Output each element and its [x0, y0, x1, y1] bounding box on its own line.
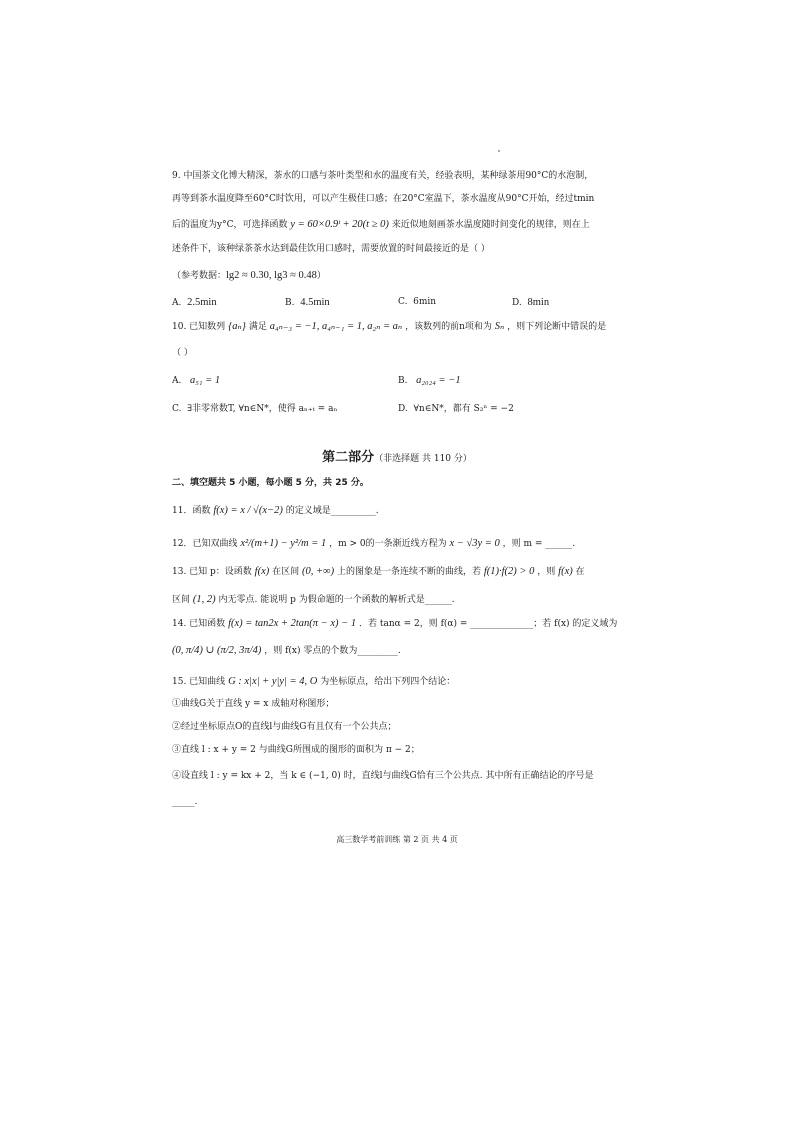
- q9-option-b: B. 4.5min: [285, 297, 330, 308]
- q14-line-2: (0, π/4) ∪ (π/2, 3π/4) ，则 f(x) 零点的个数为_________.: [172, 645, 401, 656]
- q10-option-c: C. ∃非零常数T, ∀n∈N*，使得 aₙ₊ₜ = aₙ: [172, 404, 338, 414]
- page-footer: 高三数学考前训练 第 2 页 共 4 页: [336, 835, 458, 844]
- q9-option-d: D. 8min: [512, 297, 550, 308]
- q9-reference-data: （参考数据：lg2 ≈ 0.30, lg3 ≈ 0.48）: [172, 270, 326, 281]
- q13-line-2: 区间 (1, 2) 内无零点. 能说明 p 为假命题的一个函数的解析式是______.: [172, 594, 455, 605]
- q9-line-2: 再等到茶水温度降至60°C时饮用，可以产生极佳口感；在20°C室温下，茶水温度从90°C开始，经过tmin: [172, 194, 595, 204]
- q12-hyperbola: x²/(m+1) − y²/m = 1: [240, 538, 327, 549]
- q15-conclusion-4: ④设直线 l : y = kx + 2，当 k ∈ (−1, 0) 时，直线l与曲线G恰有三个公共点. 其中所有正确结论的序号是: [172, 771, 594, 781]
- q9-line-3: 后的温度为y°C，可选择函数 y = 60×0.9ᵗ + 20(t ≥ 0) 来近似地刻画茶水温度随时间变化的规律，则在上: [172, 219, 590, 230]
- q11-function: f(x) = x / √(x−2): [213, 505, 283, 516]
- fill-in-section-heading: 二、填空题共 5 小题，每小题 5 分，共 25 分。: [172, 478, 369, 488]
- scan-speck: [498, 150, 500, 152]
- q9-option-a: A. 2.5min: [172, 297, 217, 308]
- q11: 11．函数 f(x) = x / √(x−2) 的定义域是__________.: [172, 505, 379, 516]
- q12: 12．已知双曲线 x²/(m+1) − y²/m = 1 ，m > 0的一条渐近线方程为 x − √3y = 0 ，则 m = ______.: [172, 538, 576, 549]
- q13-condition: f(1)·f(2) > 0: [483, 566, 535, 577]
- q10-option-d: D. ∀n∈N*，都有 S₂ⁿ = −2: [398, 404, 514, 414]
- q10-conditions: a₄ₙ₋₃ = −1, a₄ₙ₋₁ = 1, a₂ₙ = aₙ: [269, 321, 403, 332]
- q15-stem: 15. 已知曲线 G : x|x| + y|y| = 4, O 为坐标原点，给出下列四个结论：: [172, 676, 456, 687]
- part-two-heading: 第二部分（非选择题 共 110 分）: [322, 450, 472, 465]
- q10-stem: 10. 已知数列 {aₙ} 满足 a₄ₙ₋₃ = −1, a₄ₙ₋₁ = 1, a₂ₙ = aₙ ，该数列的前n项和为 Sₙ ，则下列论断中错误的是: [172, 321, 607, 332]
- q12-asymptote: x − √3y = 0: [449, 538, 500, 549]
- q15-answer-blank: _____.: [172, 797, 198, 807]
- q9-temperature-function: y = 60×0.9ᵗ + 20(t ≥ 0): [290, 219, 389, 230]
- q9-option-c: C. 6min: [398, 297, 437, 307]
- q15-curve: G : x|x| + y|y| = 4, O: [228, 676, 318, 687]
- q10-option-a: A. a₅₁ = 1: [172, 375, 221, 386]
- q13-line-1: 13. 已知 p：设函数 f(x) 在区间 (0, +∞) 上的图象是一条连续不断的曲线，若 f(1)·f(2) > 0 ，则 f(x) 在: [172, 566, 585, 577]
- q10-answer-paren: （ ）: [172, 348, 193, 358]
- q15-conclusion-1: ①曲线G关于直线 y = x 成轴对称图形；: [172, 699, 335, 709]
- q14-domain: (0, π/4) ∪ (π/2, 3π/4): [172, 645, 262, 656]
- q14-function: f(x) = tan2x + 2tan(π − x) − 1: [228, 618, 357, 629]
- q15-conclusion-3: ③直线 l : x + y = 2 与曲线G所围成的图形的面积为 π − 2；: [172, 745, 420, 755]
- q10-option-b: B. a₂₀₂₄ = −1: [398, 375, 461, 386]
- q15-conclusion-2: ②经过坐标原点O的直线l与曲线G有且仅有一个公共点；: [172, 722, 397, 732]
- q9-line-4: 述条件下，该种绿茶茶水达到最佳饮用口感时，需要放置的时间最接近的是（ ）: [172, 244, 490, 254]
- q9-line-1: 9. 中国茶文化博大精深，茶水的口感与茶叶类型和水的温度有关，经验表明，某种绿茶用90°C的水泡制，: [172, 171, 594, 181]
- q14-line-1: 14. 已知函数 f(x) = tan2x + 2tan(π − x) − 1 ．若 tanα = 2，则 f(α) = ______________；若 f(x) 的定义域为: [172, 618, 618, 629]
